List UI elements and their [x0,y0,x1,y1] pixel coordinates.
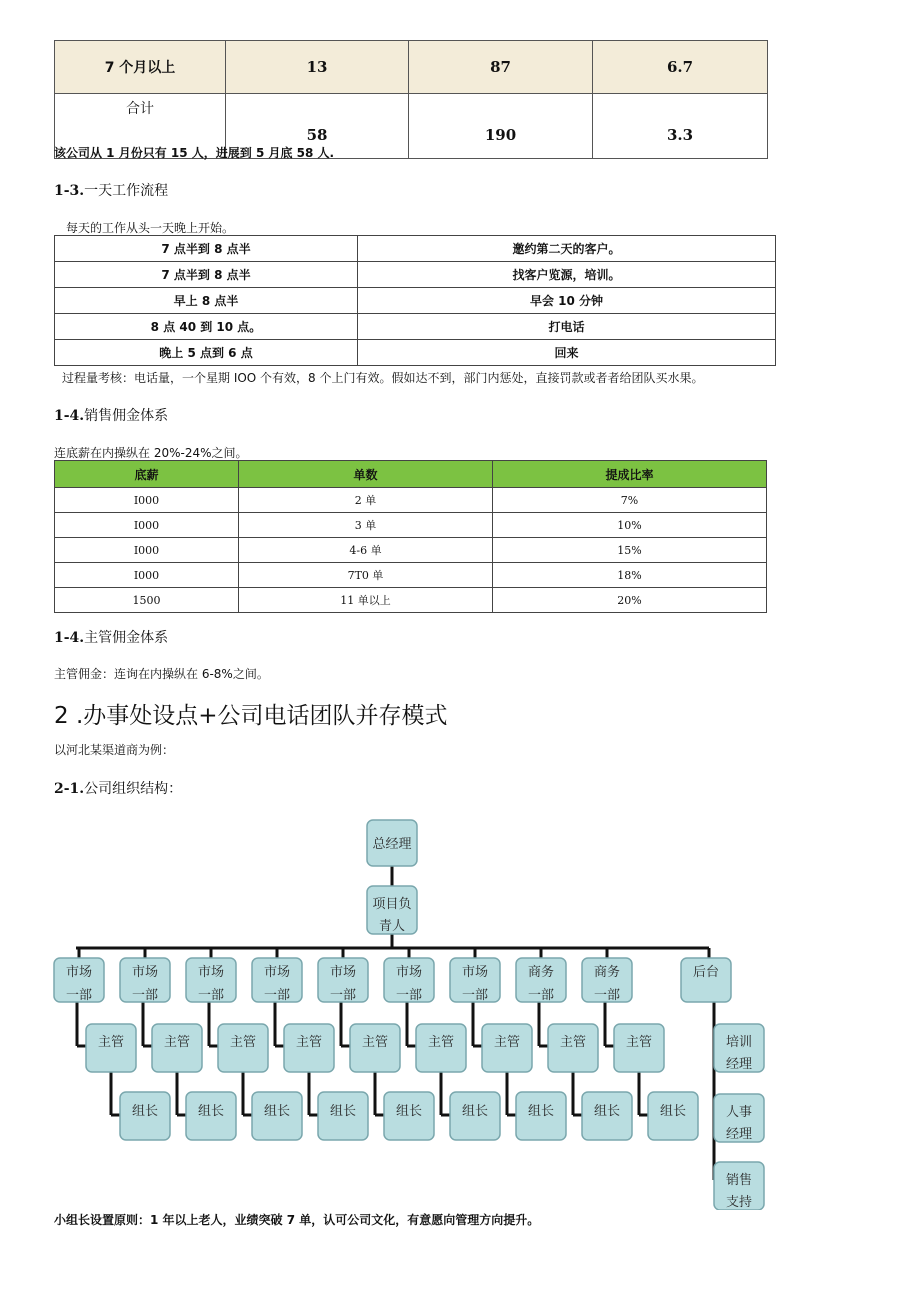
table-cell: 4-6 单 [239,538,493,563]
workflow-intro: 每天的工作从头一天晚上开始。 [66,221,235,235]
column-header: 提成比率 [493,461,767,488]
section-number: 1-4. [54,408,85,424]
node-label: 组长 [461,1104,489,1119]
table-cell: 打电话 [358,314,776,340]
node-label: 支持 [725,1195,753,1210]
node-label: 销售 [725,1173,753,1188]
table-row [55,288,776,314]
table-cell: 7T0 单 [239,563,493,588]
section-title: 销售佣金体系 [84,408,169,424]
node-label: 市场 [197,965,225,980]
node-label: 组长 [197,1104,225,1119]
node-label: 总经理 [372,837,412,852]
node-label: 市场 [263,965,291,980]
section-number: 2-1. [54,781,85,797]
section-heading-1-4-supervisor [54,627,168,647]
node-label: 商务 [593,965,621,980]
table-row [55,236,776,262]
workflow-table [54,235,776,366]
table-row [55,538,767,563]
table-row [55,340,776,366]
table-cell: 早上 8 点半 [55,288,358,314]
commission-intro: 连底薪在内操纵在 20%-24%之间。 [54,446,248,460]
table-cell: 找客户览源，培训。 [358,262,776,288]
section-title: 主管佣金体系 [84,630,169,646]
table-cell: 2 单 [239,488,493,513]
node-label: 市场 [461,965,489,980]
commission-table [54,460,767,613]
node-label: 组长 [131,1104,159,1119]
node-label: 一部 [329,988,357,1003]
example-note: 以河北某渠道商为例： [54,743,175,757]
node-label: 青人 [378,919,406,934]
table-cell: 20% [493,588,767,613]
node-label: 一部 [593,988,621,1003]
table-cell: 6.7 [593,41,768,94]
table-cell: 87 [409,41,593,94]
node-label: 主管 [163,1035,191,1050]
table-cell: I000 [55,513,239,538]
section-number: 1-3. [54,183,85,199]
column-header: 底薪 [55,461,239,488]
section-title: 一天工作流程 [84,183,169,199]
supervisor-note: 主管佣金：连询在内操纵在 6-8%之间。 [54,667,269,681]
node-label: 一部 [263,988,291,1003]
node-label: 经理 [725,1127,753,1142]
node-label: 主管 [97,1035,125,1050]
node-label: 后台 [692,965,720,980]
table-cell: I000 [55,488,239,513]
section-heading-2: 2 .办事处设点+公司电话团队并存模式 [54,703,448,729]
node-label: 组长 [659,1104,687,1119]
node-label: 主管 [559,1035,587,1050]
table-cell: 邀约第二天的客户。 [358,236,776,262]
table-cell: 早会 10 分钟 [358,288,776,314]
node-label: 组长 [395,1104,423,1119]
node-label: 人事 [725,1105,753,1120]
table-cell: 190 [409,94,593,159]
growth-note: 该公司从 1 月份只有 15 人，进展到 5 月底 58 人. [54,146,335,160]
node-label: 一部 [395,988,423,1003]
table-cell: 15% [493,538,767,563]
node-label: 主管 [229,1035,257,1050]
table-cell: I000 [55,563,239,588]
table-row [55,314,776,340]
table-cell: 晚上 5 点到 6 点 [55,340,358,366]
table-cell: 7% [493,488,767,513]
table-row [55,513,767,538]
node-label: 市场 [65,965,93,980]
node-label: 一部 [65,988,93,1003]
table-cell: 18% [493,563,767,588]
table-row [55,262,776,288]
table-cell: 8 点 40 到 10 点。 [55,314,358,340]
node-label: 一部 [527,988,555,1003]
table-cell: 11 单以上 [239,588,493,613]
assessment-note: 过程量考核：电话量，一个星期 IOO 个有效，8 个上门有效。假如达不到，部门内惩处，直接罚款或者者给团队买水果。 [62,371,704,385]
table-row [55,588,767,613]
table-header-row [55,461,767,488]
node-label: 组长 [527,1104,555,1119]
node-label: 组长 [593,1104,621,1119]
node-label: 主管 [295,1035,323,1050]
node-label: 一部 [461,988,489,1003]
node-label: 主管 [361,1035,389,1050]
section-heading-1-3 [54,180,168,200]
section-heading-1-4-sales [54,405,168,425]
table-cell: 7 点半到 8 点半 [55,262,358,288]
node-label: 主管 [625,1035,653,1050]
table-row [55,488,767,513]
section-heading-2-1 [54,778,182,798]
table-cell: 3.3 [593,94,768,159]
table-cell: I000 [55,538,239,563]
table-cell: 10% [493,513,767,538]
node-label: 商务 [527,965,555,980]
table-cell: 7 点半到 8 点半 [55,236,358,262]
node-label: 项目负 [372,897,412,912]
table-row [55,41,768,94]
node-label: 主管 [427,1035,455,1050]
org-chart [0,810,920,1210]
row-label: 7 个月以上 [55,41,226,94]
table-row [55,563,767,588]
table-cell: 回来 [358,340,776,366]
table-cell: 58 [226,94,409,159]
node-label: 市场 [131,965,159,980]
table-cell: 1500 [55,588,239,613]
node-label: 培训 [725,1035,753,1050]
row-label: 合计 [55,94,226,159]
node-label: 经理 [725,1057,753,1072]
node-label: 一部 [197,988,225,1003]
leader-principle-note: 小组长设置原则：1 年以上老人，业绩突破 7 单，认可公司文化，有意愿向管理方向提升。 [54,1213,540,1227]
node-label: 组长 [329,1104,357,1119]
node-label: 一部 [131,988,159,1003]
node-label: 组长 [263,1104,291,1119]
column-header: 单数 [239,461,493,488]
section-title: 公司组织结构： [84,781,183,797]
table-cell: 13 [226,41,409,94]
summary-table [54,40,768,159]
node-label: 市场 [395,965,423,980]
node-label: 市场 [329,965,357,980]
section-number: 1-4. [54,630,85,646]
node-label: 主管 [493,1035,521,1050]
table-cell: 3 单 [239,513,493,538]
